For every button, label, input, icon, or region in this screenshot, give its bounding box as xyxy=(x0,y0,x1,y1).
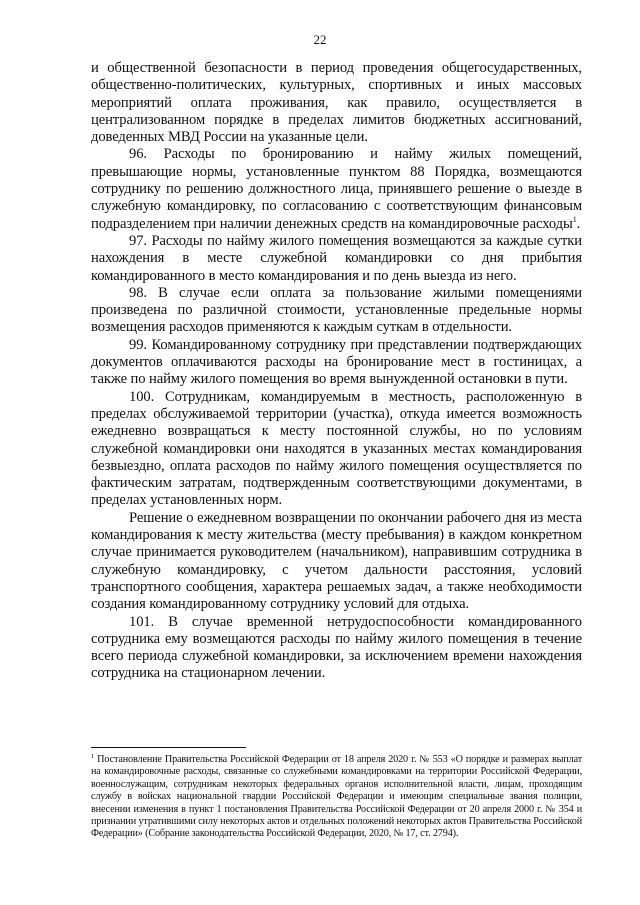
paragraph-98: 98. В случае если оплата за пользование жилыми помещениями произведена по различной стоимости, установленные предельные нормы возмещения расходов применяются к каждым суткам в отдельности. xyxy=(91,284,582,336)
paragraph-continuation: и общественной безопасности в период проведения общегосударственных, общественно-политических, культурных, спортивных и иных массовых мероприятий оплата проживания, как правило, осуществляется в централизованном порядке в пределах лимитов бюджетных ассигнований, доведенных МВД России на указанные цели. xyxy=(91,60,582,146)
footnote xyxy=(91,754,582,841)
paragraph-100-decision: Решение о ежедневном возвращении по окончании рабочего дня из места командирования к месту жительства (месту пребывания) в каждом конкретном случае принимается руководителем (начальником), направившим сотрудника в служебную командировку, с учетом дальности расстояния, условий транспортного сообщения, характера решаемых задач, а также необходимости создания командированному сотруднику условий для отдыха. xyxy=(91,509,582,613)
paragraph-96-end: . xyxy=(576,215,581,232)
paragraph-96 xyxy=(91,146,582,232)
page-number: 22 xyxy=(313,32,327,47)
paragraph-96-text: 96. Расходы по бронированию и найму жилых помещений, превышающие нормы, установленные пунктом 88 Порядка, возмещаются сотруднику по решению должностного лица, принявшего решение о выезде в служебную командировку, по согласованию с соответствующим финансовым подразделением при наличии денежных средств на командировочные расходы xyxy=(91,146,582,232)
footnote-separator xyxy=(91,747,246,748)
footnote-reference[interactable]: 1 xyxy=(572,214,577,224)
footnote-mark: 1 xyxy=(91,753,95,760)
paragraph-97: 97. Расходы по найму жилого помещения возмещаются за каждые сутки нахождения в месте служебной командировки со дня прибытия командированного в место командирования и по день выезда из него. xyxy=(91,232,582,284)
document-body xyxy=(91,60,582,683)
paragraph-101: 101. В случае временной нетрудоспособности командированного сотрудника ему возмещаются расходы по найму жилого помещения в течение всего периода служебной командировки, за исключением времени нахождения сотрудника на стационарном лечении. xyxy=(91,613,582,682)
paragraph-100: 100. Сотрудникам, командируемым в местность, расположенную в пределах обслуживаемой территории (участка), откуда имеется возможность ежедневно возвращаться к месту постоянной службы, но по условиям служебной командировки они находятся в указанных местах командирования безвыездно, оплата расходов по найму жилого помещения осуществляется по фактическим затратам, подтвержденным соответствующими документами, в пределах установленных норм. xyxy=(91,388,582,509)
footnote-text: Постановление Правительства Российской Федерации от 18 апреля 2020 г. № 553 «О порядке и размерах выплат на командировочные расходы, связанные со служебными командировками на территории Российской Федерации, военнослужащим, сотрудникам некоторых федеральных органов исполнительной власти, лицам, проходящим службу в войсках национальной гвардии Российской Федерации и имеющим специальные звания полиции, внесении изменения в пункт 1 постановления Правительства Российской Федерации от 20 апреля 2000 г. № 354 и признании утратившими силу некоторых актов и отдельных положений некоторых актов Правительства Российской Федерации» (Собрание законодательства Российской Федерации, 2020, № 17, ст. 2794). xyxy=(91,754,582,840)
paragraph-99: 99. Командированному сотруднику при представлении подтверждающих документов оплачиваются расходы на бронирование мест в гостиницах, а также по найму жилого помещения во время вынужденной остановки в пути. xyxy=(91,336,582,388)
